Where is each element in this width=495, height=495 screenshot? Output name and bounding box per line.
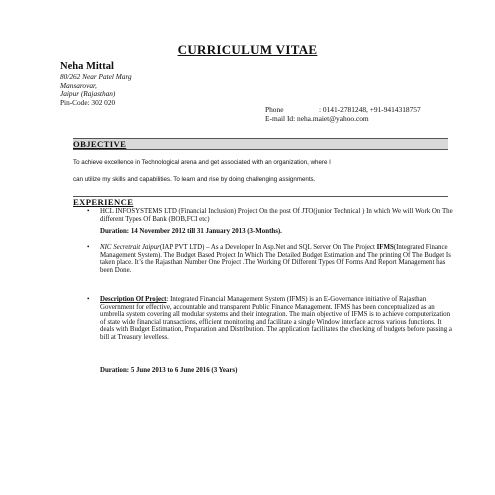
- address-line-1: 80/262 Near Patel Marg: [60, 72, 132, 81]
- bullet-2: •: [87, 243, 90, 251]
- contact-block: [265, 106, 421, 124]
- phone-label: Phone: [265, 105, 284, 114]
- hcl-description: HCL INFOSYSTEMS LTD (Financial Inclusion) Project On the post Of JTO(junior Technical ) In which We will Work On The different Types Of Bank (BOB,FCI etc): [100, 208, 453, 223]
- email-line: E-mail Id: neha.maiet@yahoo.com: [265, 113, 369, 123]
- candidate-name: Neha Mittal: [60, 61, 114, 72]
- experience-item-project: [87, 295, 455, 342]
- document-title: CURRICULUM VITAE: [177, 42, 318, 57]
- address-line-4: Pin-Code: 302 020: [60, 97, 116, 107]
- experience-item-hcl: [87, 207, 455, 223]
- project-duration: Duration: 5 June 2013 to 6 June 2016 (3 Years): [100, 367, 238, 374]
- address-line-2: Mansarovar,: [60, 80, 97, 90]
- hcl-duration: Duration: 14 November 2012 till 31 January 2013 (3-Months).: [100, 228, 282, 235]
- bullet-3: •: [87, 295, 90, 303]
- bullet-1: •: [87, 207, 90, 215]
- phone-value: : 0141-2781248, +91-9414318757: [319, 105, 421, 114]
- nic-company: NIC Secretrait Jaipur: [100, 244, 160, 251]
- experience-heading: EXPERIENCE: [73, 196, 448, 208]
- objective-line-1: To achieve excellence in Technological arena and get associated with an organization, where I: [73, 159, 331, 166]
- nic-text-a: (IAP PVT LTD) – As a Developer In Asp.Net and SQL Server On The Project: [159, 244, 377, 251]
- experience-item-nic: [87, 243, 455, 274]
- address-line-3: Jaipur (Rajasthan): [60, 89, 116, 99]
- nic-text-b: (Integrated Finance Management System). The Budget Based Project In Which The Detailed Budget Estimation and The printing Of The Budget Is taken place. It’s the Rajasthan Number One Project .The Working Of Different Types Of Forms And Report Management has been Done.: [100, 244, 451, 274]
- address-block: [60, 73, 132, 107]
- project-description: : Integrated Financial Management System (IFMS) is an E-Governance initiative of Rajasthan Government for effective, accountable and transparent Public Finance Management. IFMS has been conceptualized as an umbrella system covering all modular systems and their integration. The main objective of IFMS is to achieve computerization of state wide financial transactions, efficient monitoring and facilitate a single Window interface across various functions. It deals with Budget Estimation, Preparation and Distribution. The application facilitates the checking of budgets before passing a bill at Treasury levelless.: [100, 296, 452, 341]
- objective-heading: OBJECTIVE: [73, 138, 448, 150]
- nic-project: IFMS: [376, 244, 394, 251]
- objective-line-2: can utilize my skills and capabilities. To learn and rise by doing challenging assignments.: [73, 176, 316, 183]
- project-label: Description Of Project: [100, 296, 167, 303]
